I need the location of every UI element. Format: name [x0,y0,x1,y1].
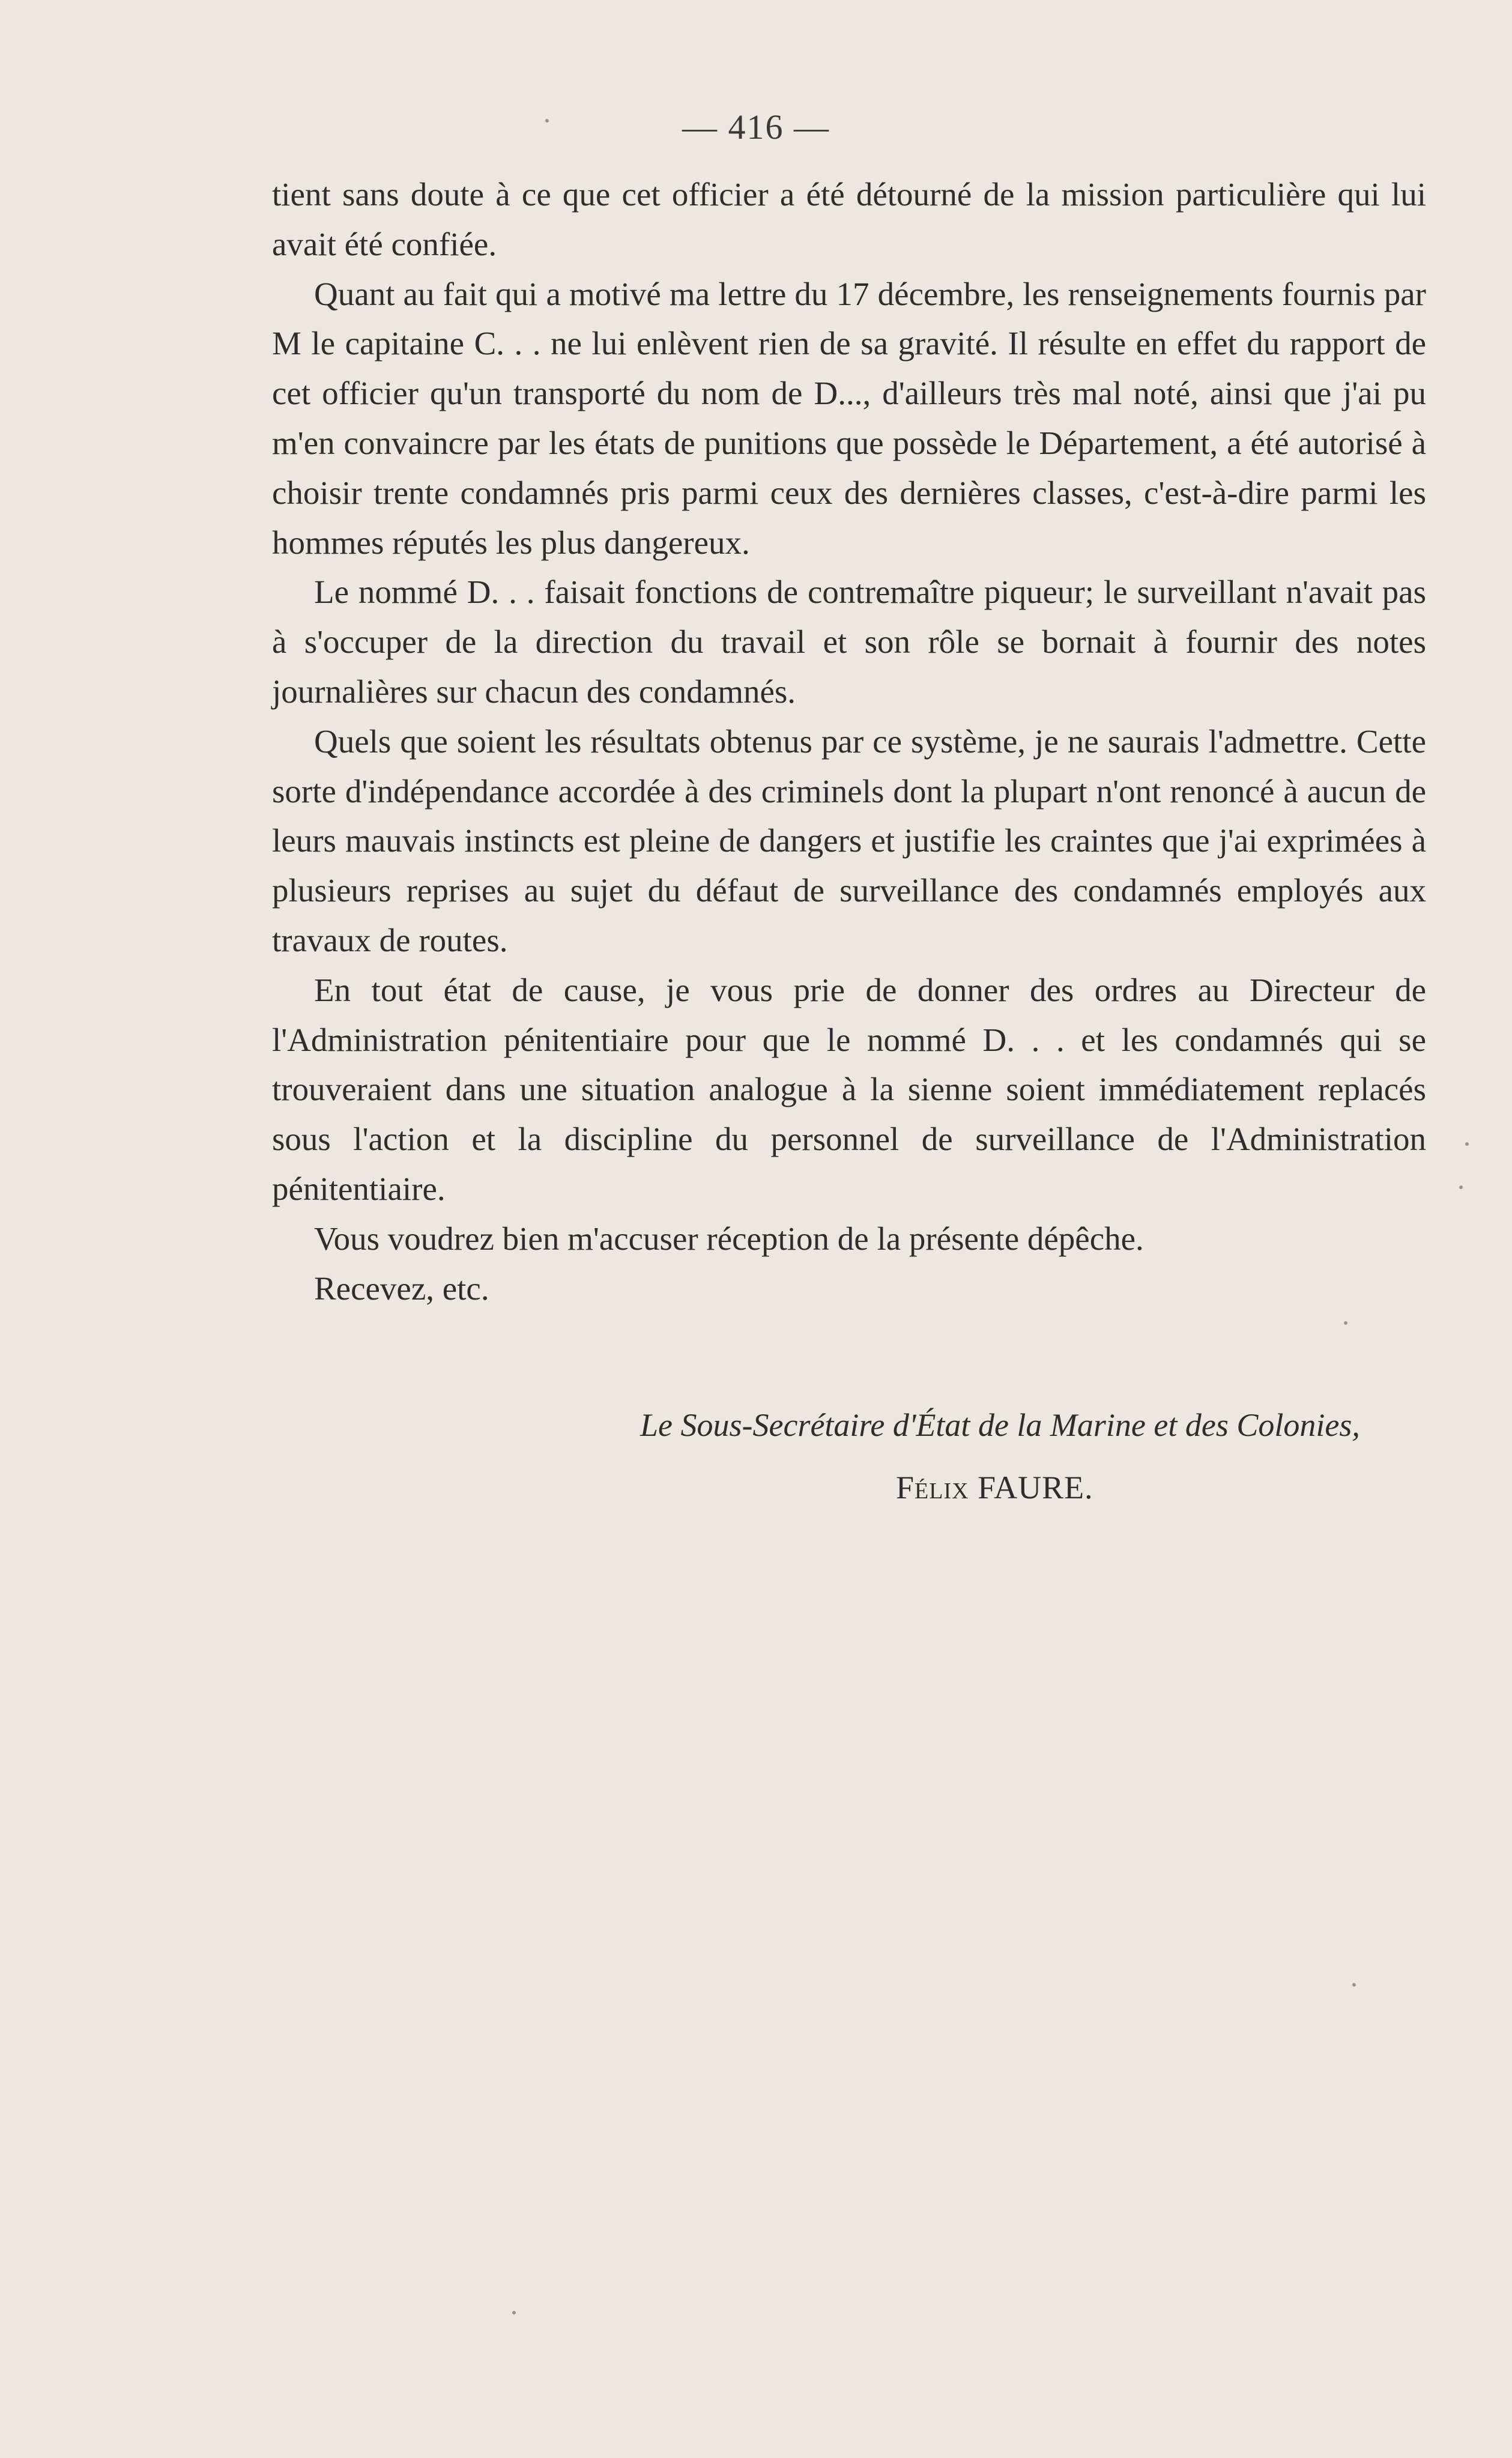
paragraph: Quant au fait qui a motivé ma lettre du 17 décembre, les renseignements fournis par M le capitaine C. . . ne lui enlèvent rien de sa gravité. Il résulte en effet du rapport de cet officier qu'un transporté du nom de D..., d'ailleurs très mal noté, ainsi que j'ai pu m'en convaincre par les états de punitions que possède le Département, a été autorisé à choisir trente condamnés pris parmi ceux des dernières classes, c'est-à-dire parmi les hommes réputés les plus dangereux. [272,275,1426,561]
paragraph: Quels que soient les résultats obtenus par ce système, je ne saurais l'admettre. Cette sorte d'indépendance accordée à des criminels dont la plupart n'ont renoncé à aucun de leurs mauvais instincts est pleine de dangers et justifie les craintes que j'ai exprimées à plusieurs reprises au sujet du défaut de surveillance des condamnés employés aux travaux de routes. [272,722,1426,958]
paragraph: Recevez, etc. [314,1270,489,1307]
paragraph: tient sans doute à ce que cet officier a été détourné de la mission particulière qui lui avait été confiée. [272,176,1426,262]
signatory-name [896,1469,1093,1506]
paper-speck [1352,1983,1356,1987]
paragraph: En tout état de cause, je vous prie de donner des ordres au Directeur de l'Administration pénitentiaire pour que le nommé D. . . et les condamnés qui se trouveraient dans une situation analogue à la sienne soient immédiatement replacés sous l'action et la discipline du personnel de surveillance de l'Administration pénitentiaire. [272,971,1426,1207]
paragraph: Vous voudrez bien m'accuser réception de la présente dépêche. [314,1220,1144,1257]
letter-body [272,170,1426,1313]
paper-speck [1459,1185,1463,1189]
signatory-first-name: Félix [896,1470,969,1506]
signatory-title: Le Sous-Secrétaire d'État de la Marine et des Colonies, [640,1407,1360,1443]
page-number: — 416 — [682,107,830,147]
paper-speck [1465,1142,1469,1146]
paper-speck [545,119,549,123]
paper-speck [1344,1321,1347,1325]
paragraph: Le nommé D. . . faisait fonctions de contremaître piqueur; le surveillant n'avait pas à s'occuper de la direction du travail et son rôle se bornait à fournir des notes journalières sur chacun des condamnés. [272,574,1426,710]
paper-speck [512,2311,516,2314]
signatory-surname: FAURE. [978,1470,1093,1506]
